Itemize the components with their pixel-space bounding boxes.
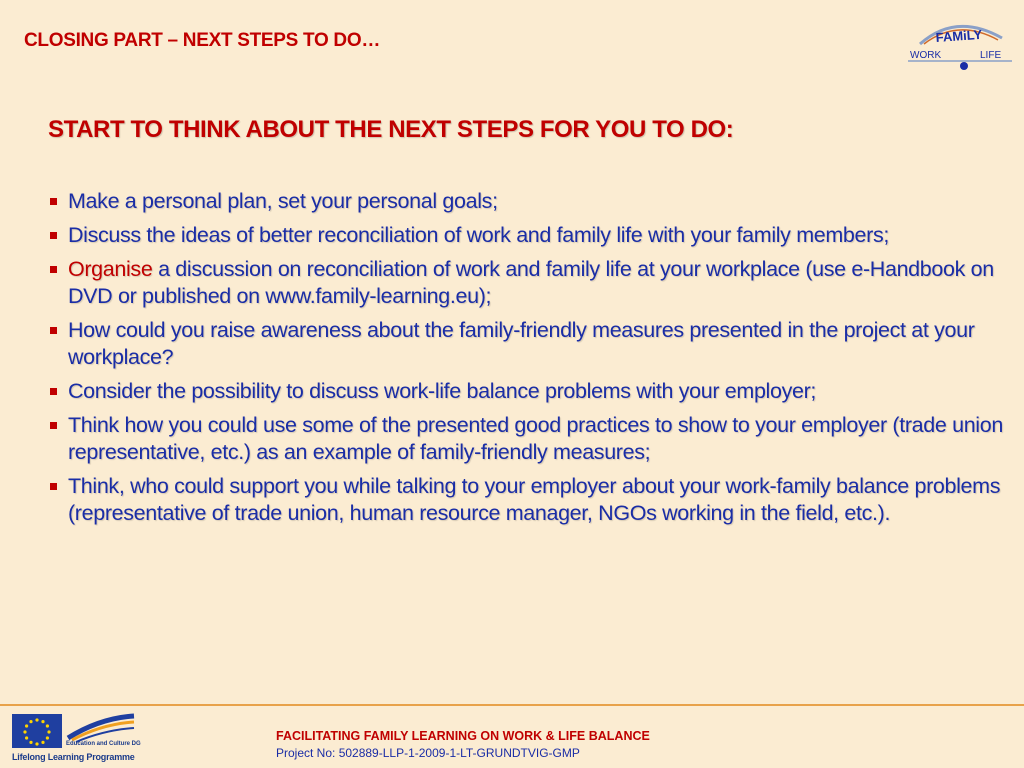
- bullet-square-icon: [50, 232, 57, 239]
- bullet-text: Think, who could support you while talking to your employer about your work-family balance problems (representative of trade union, human resource manager, NGOs working in the field, etc.).: [68, 474, 1001, 525]
- list-item: [48, 188, 1008, 215]
- list-item: [48, 412, 1008, 466]
- bullet-square-icon: [50, 327, 57, 334]
- bullet-text: Think how you could use some of the presented good practices to show to your employer (trade union representative, etc.) as an example of family-friendly measures;: [68, 413, 1003, 464]
- slide-title: CLOSING PART – NEXT STEPS TO DO…: [24, 30, 381, 51]
- bullet-square-icon: [50, 483, 57, 490]
- family-work-life-logo: [906, 14, 1014, 72]
- footer-project-number: Project No: 502889-LLP-1-2009-1-LT-GRUNDTVIG-GMP: [276, 746, 580, 760]
- list-item: [48, 378, 1008, 405]
- list-item: [48, 317, 1008, 371]
- programme-label: Lifelong Learning Programme: [12, 752, 135, 762]
- bullet-text: Discuss the ideas of better reconciliation of work and family life with your family members;: [68, 223, 889, 247]
- list-item: [48, 222, 1008, 249]
- footer-divider: [0, 704, 1024, 706]
- list-item: [48, 256, 1008, 310]
- bullet-text: Make a personal plan, set your personal goals;: [68, 189, 498, 213]
- bullet-square-icon: [50, 266, 57, 273]
- logo-life-text: LIFE: [980, 50, 1002, 61]
- bullet-list: [48, 188, 1008, 534]
- bullet-text: a discussion on reconciliation of work and family life at your workplace (use e-Handbook on DVD or published on www.family-learning.eu);: [68, 257, 994, 308]
- bullet-square-icon: [50, 388, 57, 395]
- bullet-highlight: Organise: [68, 257, 153, 281]
- logo-work-text: WORK: [910, 50, 942, 61]
- bullet-square-icon: [50, 422, 57, 429]
- footer-title: FACILITATING FAMILY LEARNING ON WORK & LIFE BALANCE: [276, 729, 650, 743]
- bullet-text: Consider the possibility to discuss work-life balance problems with your employer;: [68, 379, 817, 403]
- bullet-square-icon: [50, 198, 57, 205]
- logo-family-text: FAMiLY: [935, 26, 983, 45]
- bullet-text: How could you raise awareness about the family-friendly measures presented in the project at your workplace?: [68, 318, 975, 369]
- content-heading: START TO THINK ABOUT THE NEXT STEPS FOR YOU TO DO:: [48, 116, 734, 143]
- edu-culture-label: Education and Culture DG: [66, 741, 141, 747]
- list-item: [48, 473, 1008, 527]
